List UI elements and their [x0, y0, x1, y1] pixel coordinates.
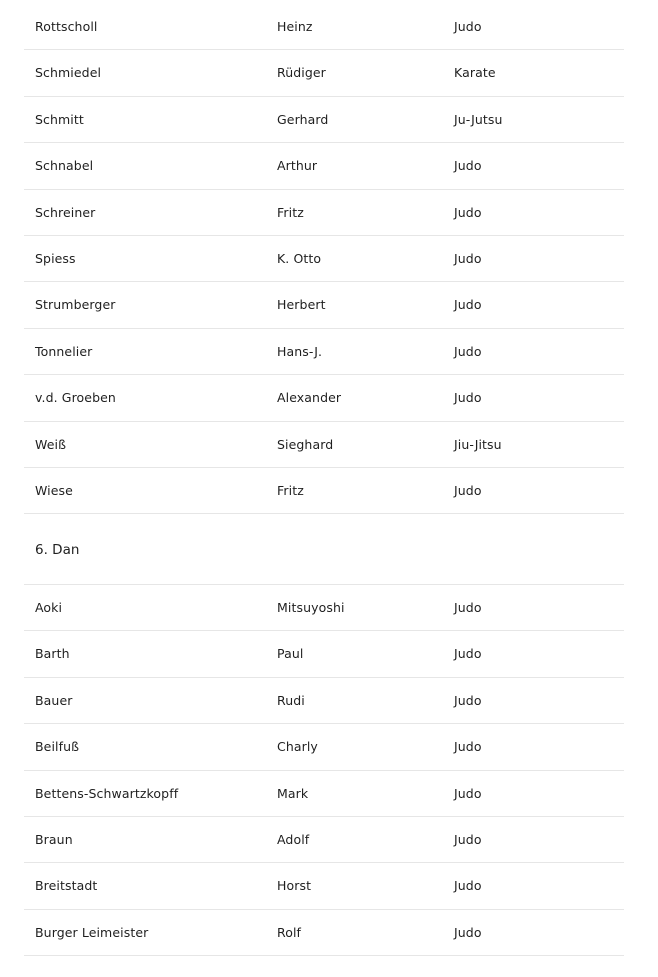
last-name-cell: Spiess — [35, 250, 76, 266]
last-name-cell: Schmitt — [35, 111, 84, 127]
first-name-cell: Paul — [277, 646, 304, 662]
first-name-cell: Hans-J. — [277, 343, 323, 359]
table-row — [24, 375, 624, 421]
table-row — [24, 50, 624, 96]
table-row — [24, 143, 624, 189]
discipline-cell: Judo — [454, 600, 482, 615]
table-row — [24, 468, 624, 514]
table-row — [24, 910, 624, 956]
last-name-cell: v.d. Groeben — [35, 390, 116, 406]
last-name-cell: Bauer — [35, 692, 73, 708]
discipline-cell: Judo — [454, 482, 482, 498]
table-row — [24, 585, 624, 631]
first-name-cell: Rudi — [277, 692, 305, 708]
discipline-cell: Judo — [454, 158, 482, 174]
last-name-cell: Aoki — [35, 600, 63, 615]
last-name-cell: Schnabel — [35, 158, 94, 174]
discipline-cell: Jiu-Jitsu — [454, 436, 502, 452]
table-row — [24, 771, 624, 817]
discipline-cell: Judo — [454, 924, 482, 940]
section-heading-6-dan: 6. Dan — [35, 542, 80, 558]
first-name-cell: Sieghard — [277, 436, 334, 452]
table-row — [24, 678, 624, 724]
table-row — [24, 817, 624, 863]
discipline-cell: Karate — [454, 65, 496, 81]
discipline-cell: Judo — [454, 831, 482, 847]
last-name-cell: Braun — [35, 831, 73, 847]
last-name-cell: Breitstadt — [35, 878, 98, 894]
discipline-cell: Judo — [454, 297, 482, 313]
table-row — [24, 97, 624, 143]
discipline-cell: Judo — [454, 19, 482, 34]
table-row — [24, 329, 624, 375]
table-row — [24, 631, 624, 677]
last-name-cell: Schmiedel — [35, 65, 102, 81]
last-name-cell: Strumberger — [35, 297, 116, 313]
first-name-cell: K. Otto — [277, 250, 322, 266]
first-name-cell: Mark — [277, 785, 309, 801]
first-name-cell: Gerhard — [277, 111, 329, 127]
last-name-cell: Barth — [35, 646, 70, 662]
first-name-cell: Alexander — [277, 390, 342, 406]
first-name-cell: Fritz — [277, 482, 304, 498]
first-name-cell: Arthur — [277, 158, 318, 174]
discipline-cell: Ju-Jutsu — [454, 111, 503, 127]
member-table-6-dan — [24, 585, 624, 956]
first-name-cell: Herbert — [277, 297, 326, 313]
table-row — [24, 724, 624, 770]
discipline-cell: Judo — [454, 692, 482, 708]
discipline-cell: Judo — [454, 646, 482, 662]
first-name-cell: Adolf — [277, 831, 310, 847]
first-name-cell: Charly — [277, 739, 318, 755]
last-name-cell: Bettens-Schwartzkopff — [35, 785, 179, 801]
discipline-cell: Judo — [454, 785, 482, 801]
table-row — [24, 863, 624, 909]
table-row — [24, 422, 624, 468]
last-name-cell: Schreiner — [35, 204, 96, 220]
first-name-cell: Fritz — [277, 204, 304, 220]
first-name-cell: Heinz — [277, 19, 313, 34]
discipline-cell: Judo — [454, 878, 482, 894]
last-name-cell: Burger Leimeister — [35, 924, 149, 940]
discipline-cell: Judo — [454, 343, 482, 359]
member-table-top — [24, 4, 624, 514]
last-name-cell: Weiß — [35, 436, 67, 452]
table-row — [24, 236, 624, 282]
discipline-cell: Judo — [454, 390, 482, 406]
discipline-cell: Judo — [454, 250, 482, 266]
first-name-cell: Mitsuyoshi — [277, 600, 345, 615]
first-name-cell: Rolf — [277, 924, 302, 940]
discipline-cell: Judo — [454, 204, 482, 220]
discipline-cell: Judo — [454, 739, 482, 755]
table-row — [24, 4, 624, 50]
table-row — [24, 190, 624, 236]
last-name-cell: Rottscholl — [35, 19, 98, 34]
last-name-cell: Tonnelier — [35, 343, 93, 359]
last-name-cell: Beilfuß — [35, 739, 80, 755]
table-row — [24, 282, 624, 328]
first-name-cell: Horst — [277, 878, 312, 894]
last-name-cell: Wiese — [35, 482, 73, 498]
first-name-cell: Rüdiger — [277, 65, 326, 81]
